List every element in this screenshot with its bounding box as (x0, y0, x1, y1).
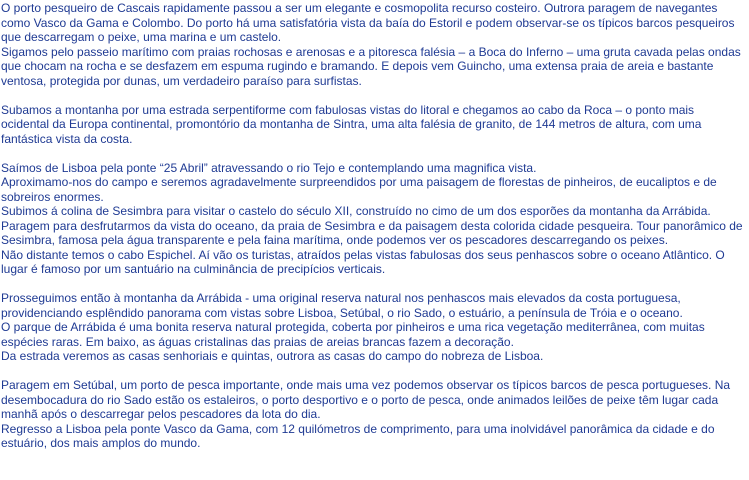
text-line: Regresso a Lisboa pela ponte Vasco da Gama, com 12 quilómetros de comprimento, para uma inolvidável panorâmica da cidade e do estuário, dos mais amplos do mundo. (1, 421, 715, 450)
text-line: Não distante temos o cabo Espichel. Aí vão os turistas, atraídos pelas vistas fabulosas dos seus penhascos sobre o oceano Atlântico. O lugar é famoso por um santuário na culminância de precipícios verticais. (1, 247, 725, 276)
text-line: Da estrada veremos as casas senhoriais e quintas, outrora as casas do campo do nobreza de Lisboa. (1, 349, 544, 363)
text-line: Paragem em Setúbal, um porto de pesca importante, onde mais uma vez podemos observar os típicos barcos de pesca portugueses. Na desembocadura do rio Sado estão os estaleiros, o porto desportivo e o porto de pesca, onde animados leilões de peixe têm lugar cada manhã após o descarregar pelos pescadores da lota do dia. (1, 378, 731, 421)
paragraph-cabo-da-roca (1, 103, 745, 147)
text-line: Sigamos pelo passeio marítimo com praias rochosas e arenosas e a pitoresca falésia – a Boca do Inferno – uma gruta cavada pelas ondas que chocam na rocha e se desfazem em espuma rugindo e bramando. E depois vem Guincho, uma extensa praia de areia e bastante ventosa, protegida por dunas, um verdadeiro paraíso para surfistas. (1, 44, 741, 88)
text-line: Subamos a montanha por uma estrada serpentiforme com fabulosas vistas do litoral e chegamos ao cabo da Roca – o ponto mais ocidental da Europa continental, promontório da montanha de Sintra, uma alta falésia de granito, de 144 metros de altura, com uma fantástica vista da costa. (1, 102, 702, 146)
text-line: Subimos á colina de Sesimbra para visitar o castelo do século XII, construído no cimo de um dos esporões da montanha da Arrábida. Paragem para desfrutarmos da vista do oceano, da praia de Sesimbra e da paisagem desta colorida cidade pesqueira. Tour panorâmico de Sesimbra, famosa pela água transparente e pela faina marítima, onde podemos ver os pescadores descarregando os peixes. (1, 204, 743, 247)
text-line: O parque de Arrábida é uma bonita reserva natural protegida, coberta por pinheiros e uma rica vegetação mediterrânea, com muitas espécies raras. Em baixo, as águas cristalinas das praias de areias brancas fazem a decoração. (1, 320, 705, 349)
paragraph-arrabida (1, 291, 745, 364)
text-line: O porto pesqueiro de Cascais rapidamente passou a ser um elegante e cosmopolita recurso costeiro. Outrora paragem de navegantes como Vasco da Gama e Colombo. Do porto há uma satisfatória vista da baía do Estoril e podem observar-se os típicos barcos pesqueiros que descarregam o peixe, uma marina e um castelo. (1, 1, 735, 44)
paragraph-cascais (1, 1, 745, 88)
paragraph-sesimbra (1, 161, 745, 277)
text-line: Aproximamo-nos do campo e seremos agradavelmente surpreendidos por uma paisagem de florestas de pinheiros, de eucaliptos e de sobreiros enormes. (1, 175, 717, 204)
text-line: Prosseguimos então à montanha da Arrábida - uma original reserva natural nos penhascos mais elevados da costa portuguesa, providenciando esplêndido panorama com vistas sobre Lisboa, Setúbal, o rio Sado, o estuário, a península de Tróia e o oceano. (1, 291, 683, 320)
paragraph-setubal (1, 378, 745, 451)
text-line: Saímos de Lisboa pela ponte “25 Abril” atravessando o rio Tejo e contemplando uma magnifica vista. (1, 160, 537, 175)
